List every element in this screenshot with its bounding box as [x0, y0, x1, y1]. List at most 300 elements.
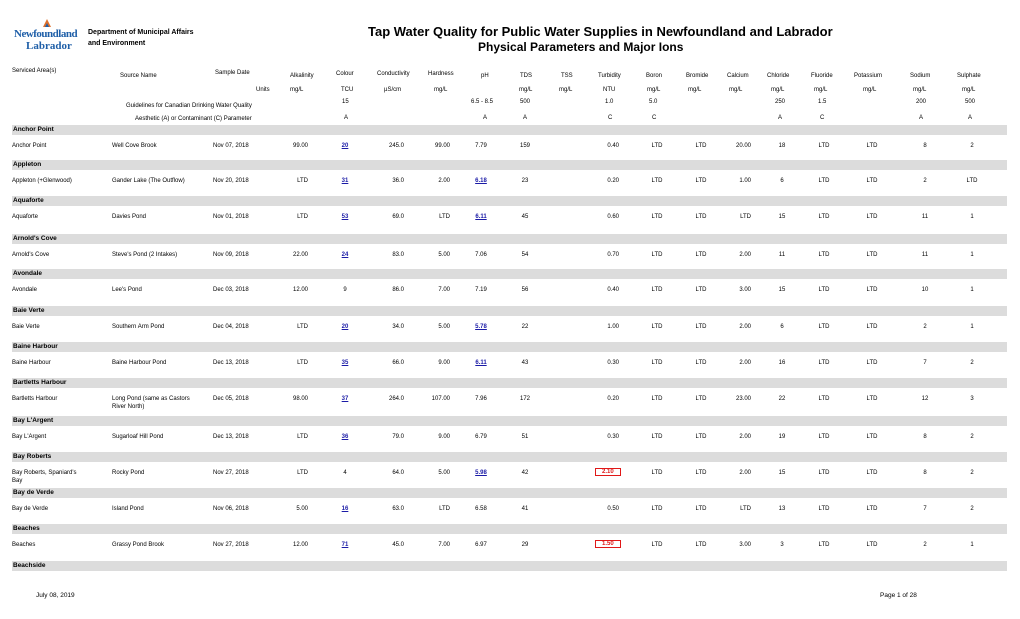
- cell-alk: 99.00: [292, 143, 308, 149]
- cell-so4: 1: [970, 287, 974, 293]
- cell-area: Bay de Verde: [12, 506, 49, 512]
- cell-hard: 107.00: [431, 396, 450, 402]
- cell-f: LTD: [818, 470, 830, 476]
- group-header: [12, 378, 1007, 388]
- cell-f: LTD: [818, 214, 830, 220]
- department-name: Department of Municipal Affairs: [88, 29, 194, 36]
- cell-f: LTD: [818, 287, 830, 293]
- cell-source: Sugarloaf Hill Pond: [112, 434, 164, 440]
- group-header: [12, 234, 1007, 244]
- cell-source: Long Pond (same as Castors: [112, 396, 190, 402]
- cell-area: Aquaforte: [12, 214, 39, 220]
- cell-na: 8: [923, 143, 927, 149]
- cell-cond: 86.0: [392, 287, 404, 293]
- cell-ph: 7.79: [475, 143, 487, 149]
- cell-brom: LTD: [695, 470, 707, 476]
- cell-source: Rocky Pond: [112, 470, 145, 476]
- aesthetic-sulphate: A: [968, 115, 973, 121]
- cell-f: LTD: [818, 542, 830, 548]
- cell-cl: 15: [778, 214, 786, 220]
- cell-so4: 3: [970, 396, 974, 402]
- cell-col: 53: [341, 214, 349, 220]
- cell-source: Southern Arm Pond: [112, 324, 165, 330]
- cell-area: Arnold's Cove: [12, 252, 50, 258]
- cell-f: LTD: [818, 143, 830, 149]
- group-name: Bay de Verde: [13, 489, 54, 496]
- cell-cond: 64.0: [392, 470, 404, 476]
- cell-brom: LTD: [695, 324, 707, 330]
- cell-turb: 0.50: [607, 506, 619, 512]
- cell-turb: 0.30: [607, 434, 619, 440]
- cell-source: Lee's Pond: [112, 287, 142, 293]
- cell-ph: 6.58: [475, 506, 487, 512]
- cell-boron: LTD: [651, 143, 663, 149]
- cell-alk: LTD: [297, 214, 308, 220]
- cell-hard: 7.00: [438, 542, 450, 548]
- cell-cl: 6: [780, 324, 784, 330]
- cell-brom: LTD: [695, 542, 707, 548]
- col-serviced-area: Serviced Area(s): [12, 68, 57, 74]
- aesthetic-tds: A: [523, 115, 528, 121]
- cell-so4: 2: [970, 434, 974, 440]
- cell-date: Nov 06, 2018: [213, 506, 249, 512]
- cell-hard: 9.00: [438, 434, 450, 440]
- cell-brom: LTD: [695, 360, 707, 366]
- cell-source: Island Pond: [112, 506, 144, 512]
- cell-cond: 66.0: [392, 360, 404, 366]
- col-alkalinity: Alkalinity: [290, 73, 314, 79]
- unit-alkalinity: mg/L: [290, 87, 304, 93]
- cell-brom: LTD: [695, 143, 707, 149]
- cell-k: LTD: [866, 214, 878, 220]
- cell-k: LTD: [866, 470, 878, 476]
- group-header: [12, 488, 1007, 498]
- cell-brom: LTD: [695, 214, 707, 220]
- cell-col: 35: [341, 360, 349, 366]
- units-label: Units: [256, 87, 270, 93]
- cell-tds: 42: [521, 470, 529, 476]
- unit-chloride: mg/L: [771, 87, 785, 93]
- col-boron: Boron: [646, 73, 663, 79]
- cell-k: LTD: [866, 143, 878, 149]
- guideline-tds: 500: [520, 99, 531, 105]
- department-name-line2: and Environment: [88, 40, 146, 47]
- cell-tds: 45: [521, 214, 529, 220]
- aesthetic-ph: A: [483, 115, 488, 121]
- group-header: [12, 524, 1007, 534]
- group-header: [12, 452, 1007, 462]
- cell-turb: 0.20: [607, 396, 619, 402]
- aesthetic-colour: A: [344, 115, 349, 121]
- cell-tds: 41: [521, 506, 529, 512]
- group-header: [12, 125, 1007, 135]
- cell-cond: 34.0: [392, 324, 404, 330]
- col-sulphate: Sulphate: [957, 73, 981, 79]
- cell-boron: LTD: [651, 214, 663, 220]
- report-title: Tap Water Quality for Public Water Supplies in Newfoundland and Labrador: [368, 24, 833, 39]
- cell-cl: 15: [778, 470, 786, 476]
- cell-area: Anchor Point: [12, 143, 47, 149]
- cell-na: 10: [921, 287, 929, 293]
- unit-fluoride: mg/L: [814, 87, 828, 93]
- cell-cl: 18: [778, 143, 786, 149]
- cell-col: 24: [341, 252, 349, 258]
- cell-tds: 172: [519, 396, 530, 402]
- col-tss: TSS: [561, 73, 573, 79]
- cell-ph: 6.18: [475, 178, 487, 184]
- unit-hardness: mg/L: [434, 87, 448, 93]
- cell-hard: 9.00: [438, 360, 450, 366]
- cell-so4: 2: [970, 143, 974, 149]
- guideline-ph: 6.5 - 8.5: [471, 99, 494, 105]
- cell-area: Beaches: [12, 542, 36, 548]
- cell-ca: 3.00: [739, 542, 751, 548]
- guideline-chloride: 250: [775, 99, 786, 105]
- cell-hard: 5.00: [438, 252, 450, 258]
- cell-boron: LTD: [651, 360, 663, 366]
- cell-k: LTD: [866, 178, 878, 184]
- footer-page-number: Page 1 of 28: [880, 592, 917, 599]
- cell-ca: 2.00: [739, 324, 751, 330]
- cell-turb: 1.50: [595, 540, 621, 548]
- cell-source: Steve's Pond (2 Intakes): [112, 252, 178, 258]
- cell-turb: 2.10: [595, 468, 621, 476]
- cell-cl: 16: [778, 360, 786, 366]
- group-header: [12, 196, 1007, 206]
- cell-cl: 13: [778, 506, 786, 512]
- cell-ca: 23.00: [735, 396, 751, 402]
- cell-hard: 5.00: [438, 470, 450, 476]
- cell-k: LTD: [866, 542, 878, 548]
- cell-f: LTD: [818, 506, 830, 512]
- col-ph: pH: [481, 73, 489, 79]
- cell-alk: LTD: [297, 470, 308, 476]
- cell-tds: 51: [521, 434, 529, 440]
- cell-na: 11: [921, 252, 929, 258]
- cell-date: Nov 09, 2018: [213, 252, 249, 258]
- cell-turb: 0.70: [607, 252, 619, 258]
- cell-boron: LTD: [651, 287, 663, 293]
- cell-source: Grassy Pond Brook: [112, 542, 165, 548]
- group-header: [12, 342, 1007, 352]
- col-turbidity: Turbidity: [598, 73, 621, 79]
- cell-na: 11: [921, 214, 929, 220]
- cell-ph: 5.98: [475, 470, 487, 476]
- cell-area: Bartletts Harbour: [12, 396, 58, 402]
- cell-hard: 99.00: [434, 143, 450, 149]
- group-header: [12, 160, 1007, 170]
- col-source-name: Source Name: [120, 73, 157, 79]
- aesthetic-turbidity: C: [608, 115, 613, 121]
- cell-turb: 1.00: [607, 324, 619, 330]
- cell-ca: LTD: [740, 214, 751, 220]
- cell-k: LTD: [866, 506, 878, 512]
- cell-area: Bay L'Argent: [12, 434, 47, 440]
- cell-boron: LTD: [651, 542, 663, 548]
- cell-so4: 2: [970, 506, 974, 512]
- cell-cond: 264.0: [388, 396, 404, 402]
- cell-col: 36: [341, 434, 349, 440]
- cell-col: 20: [341, 324, 349, 330]
- aesthetic-sodium: A: [919, 115, 924, 121]
- cell-turb: 0.60: [607, 214, 619, 220]
- guideline-sodium: 200: [916, 99, 927, 105]
- cell-alk: 12.00: [292, 542, 308, 548]
- cell-so4: 1: [970, 324, 974, 330]
- cell-tds: 43: [521, 360, 529, 366]
- cell-boron: LTD: [651, 470, 663, 476]
- footer-date: July 08, 2019: [36, 592, 75, 599]
- cell-cl: 3: [780, 542, 784, 548]
- cell-na: 8: [923, 470, 927, 476]
- cell-cl: 6: [780, 178, 784, 184]
- group-name: Beachside: [13, 562, 46, 569]
- group-name: Baie Verte: [13, 307, 45, 314]
- cell-date: Nov 01, 2018: [213, 214, 249, 220]
- unit-calcium: mg/L: [729, 87, 743, 93]
- group-name: Aquaforte: [13, 197, 44, 204]
- cell-cond: 245.0: [388, 143, 404, 149]
- cell-hard: 2.00: [438, 178, 450, 184]
- cell-brom: LTD: [695, 396, 707, 402]
- cell-alk: 12.00: [292, 287, 308, 293]
- col-potassium: Potassium: [854, 73, 883, 79]
- cell-date: Dec 05, 2018: [213, 396, 249, 402]
- guideline-sulphate: 500: [965, 99, 976, 105]
- cell-so4: 1: [970, 214, 974, 220]
- cell-cond: 63.0: [392, 506, 404, 512]
- cell-cl: 15: [778, 287, 786, 293]
- col-sodium: Sodium: [910, 73, 931, 79]
- cell-ca: 2.00: [739, 434, 751, 440]
- cell-date: Dec 13, 2018: [213, 360, 249, 366]
- cell-boron: LTD: [651, 252, 663, 258]
- cell-k: LTD: [866, 396, 878, 402]
- cell-cond: 79.0: [392, 434, 404, 440]
- col-bromide: Bromide: [686, 73, 709, 79]
- cell-col: 20: [341, 143, 349, 149]
- cell-alk: LTD: [297, 324, 308, 330]
- group-name: Beaches: [13, 525, 40, 532]
- cell-alk: LTD: [297, 434, 308, 440]
- group-header: [12, 306, 1007, 316]
- cell-ca: 2.00: [739, 252, 751, 258]
- cell-area: Appleton (+Glenwood): [12, 178, 72, 184]
- cell-turb: 0.40: [607, 287, 619, 293]
- cell-f: LTD: [818, 178, 830, 184]
- cell-hard: 5.00: [438, 324, 450, 330]
- cell-area: Baine Harbour: [12, 360, 51, 366]
- cell-na: 7: [923, 506, 927, 512]
- cell-ca: 2.00: [739, 470, 751, 476]
- unit-bromide: mg/L: [688, 87, 702, 93]
- cell-so4: 1: [970, 542, 974, 548]
- cell-ca: 1.00: [739, 178, 751, 184]
- cell-so4: 2: [970, 470, 974, 476]
- cell-tds: 56: [521, 287, 529, 293]
- cell-hard: LTD: [439, 506, 450, 512]
- cell-cond: 45.0: [392, 542, 404, 548]
- cell-brom: LTD: [695, 506, 707, 512]
- cell-brom: LTD: [695, 252, 707, 258]
- cell-date: Dec 03, 2018: [213, 287, 249, 293]
- cell-col: 4: [343, 470, 347, 476]
- cell-tds: 159: [519, 143, 530, 149]
- aesthetic-chloride: A: [778, 115, 783, 121]
- cell-ca: 3.00: [739, 287, 751, 293]
- cell-alk: LTD: [297, 178, 308, 184]
- cell-k: LTD: [866, 360, 878, 366]
- cell-tds: 29: [521, 542, 529, 548]
- cell-so4: 1: [970, 252, 974, 258]
- logo-text-newfoundland: Newfoundland: [14, 28, 78, 40]
- cell-alk: LTD: [297, 360, 308, 366]
- unit-sulphate: mg/L: [962, 87, 976, 93]
- cell-boron: LTD: [651, 506, 663, 512]
- cell-date: Dec 13, 2018: [213, 434, 249, 440]
- report-subtitle: Physical Parameters and Major Ions: [478, 40, 684, 54]
- cell-na: 7: [923, 360, 927, 366]
- cell-brom: LTD: [695, 178, 707, 184]
- cell-f: LTD: [818, 434, 830, 440]
- guideline-colour: 15: [342, 99, 349, 105]
- cell-na: 2: [923, 324, 927, 330]
- cell-source2: River North): [112, 404, 145, 410]
- cell-cond: 36.0: [392, 178, 404, 184]
- cell-boron: LTD: [651, 178, 663, 184]
- logo-text-labrador: Labrador: [26, 40, 72, 52]
- cell-ph: 7.96: [475, 396, 487, 402]
- cell-cl: 19: [778, 434, 786, 440]
- cell-na: 8: [923, 434, 927, 440]
- cell-area: Avondale: [12, 287, 37, 293]
- cell-boron: LTD: [651, 396, 663, 402]
- cell-ph: 5.78: [475, 324, 487, 330]
- cell-ph: 6.79: [475, 434, 487, 440]
- group-header: [12, 269, 1007, 279]
- cell-ca: 2.00: [739, 360, 751, 366]
- cell-date: Nov 07, 2018: [213, 143, 249, 149]
- guidelines-label: Guidelines for Canadian Drinking Water Quality: [126, 103, 252, 109]
- col-chloride: Chloride: [767, 73, 790, 79]
- cell-col: 16: [341, 506, 349, 512]
- cell-turb: 0.20: [607, 178, 619, 184]
- cell-ph: 6.11: [475, 214, 487, 220]
- cell-source: Well Cove Brook: [112, 143, 157, 149]
- cell-tds: 54: [521, 252, 529, 258]
- cell-f: LTD: [818, 360, 830, 366]
- unit-boron: mg/L: [647, 87, 661, 93]
- cell-col: 71: [341, 542, 349, 548]
- cell-k: LTD: [866, 434, 878, 440]
- aesthetic-label: Aesthetic (A) or Contaminant (C) Parameter: [135, 116, 252, 122]
- cell-brom: LTD: [695, 287, 707, 293]
- group-name: Baine Harbour: [13, 343, 58, 350]
- cell-col: 9: [343, 287, 347, 293]
- col-conductivity: Conductivity: [377, 71, 410, 77]
- col-calcium: Calcium: [727, 73, 749, 79]
- cell-ca: LTD: [740, 506, 751, 512]
- group-header: [12, 561, 1007, 571]
- cell-k: LTD: [866, 252, 878, 258]
- cell-cl: 11: [778, 252, 786, 258]
- cell-cond: 83.0: [392, 252, 404, 258]
- cell-ph: 7.19: [475, 287, 487, 293]
- cell-f: LTD: [818, 252, 830, 258]
- cell-source: Gander Lake (The Outflow): [112, 178, 185, 184]
- cell-tds: 22: [521, 324, 529, 330]
- cell-ph: 6.97: [475, 542, 487, 548]
- cell-na: 12: [921, 396, 929, 402]
- cell-hard: LTD: [439, 214, 450, 220]
- cell-na: 2: [923, 542, 927, 548]
- cell-date: Nov 27, 2018: [213, 542, 249, 548]
- cell-turb: 0.30: [607, 360, 619, 366]
- cell-hard: 7.00: [438, 287, 450, 293]
- cell-so4: LTD: [966, 178, 978, 184]
- cell-date: Nov 20, 2018: [213, 178, 249, 184]
- unit-sodium: mg/L: [913, 87, 927, 93]
- aesthetic-fluoride: C: [820, 115, 825, 121]
- cell-boron: LTD: [651, 324, 663, 330]
- guideline-boron: 5.0: [649, 99, 658, 105]
- cell-ph: 6.11: [475, 360, 487, 366]
- col-tds: TDS: [520, 73, 532, 79]
- unit-tds: mg/L: [519, 87, 533, 93]
- cell-date: Nov 27, 2018: [213, 470, 249, 476]
- guideline-turbidity: 1.0: [605, 99, 614, 105]
- cell-ph: 7.06: [475, 252, 487, 258]
- guideline-fluoride: 1.5: [818, 99, 827, 105]
- cell-ca: 20.00: [735, 143, 751, 149]
- flag-mark-icon: [42, 18, 52, 28]
- cell-f: LTD: [818, 324, 830, 330]
- cell-cond: 69.0: [392, 214, 404, 220]
- cell-so4: 2: [970, 360, 974, 366]
- col-colour: Colour: [336, 71, 354, 77]
- cell-area: Bay Roberts, Spaniard's: [12, 470, 77, 476]
- government-logo: [14, 18, 78, 54]
- aesthetic-boron: C: [652, 115, 657, 121]
- cell-area2: Bay: [12, 478, 23, 484]
- unit-turbidity: NTU: [603, 87, 616, 93]
- cell-area: Baie Verte: [12, 324, 40, 330]
- group-name: Appleton: [13, 161, 42, 168]
- cell-col: 37: [341, 396, 349, 402]
- group-name: Bay L'Argent: [13, 417, 54, 424]
- cell-cl: 22: [778, 396, 786, 402]
- cell-alk: 98.00: [292, 396, 308, 402]
- group-name: Anchor Point: [13, 126, 54, 133]
- unit-tss: mg/L: [559, 87, 573, 93]
- cell-alk: 5.00: [296, 506, 308, 512]
- unit-colour: TCU: [341, 87, 354, 93]
- cell-date: Dec 04, 2018: [213, 324, 249, 330]
- group-name: Bay Roberts: [13, 453, 52, 460]
- cell-f: LTD: [818, 396, 830, 402]
- cell-turb: 0.40: [607, 143, 619, 149]
- col-fluoride: Fluoride: [811, 73, 833, 79]
- unit-potassium: mg/L: [863, 87, 877, 93]
- cell-source: Davies Pond: [112, 214, 147, 220]
- col-sample-date: Sample Date: [215, 70, 250, 76]
- group-name: Avondale: [13, 270, 43, 277]
- cell-brom: LTD: [695, 434, 707, 440]
- cell-k: LTD: [866, 324, 878, 330]
- cell-alk: 22.00: [292, 252, 308, 258]
- group-name: Arnold's Cove: [13, 235, 57, 242]
- cell-na: 2: [923, 178, 927, 184]
